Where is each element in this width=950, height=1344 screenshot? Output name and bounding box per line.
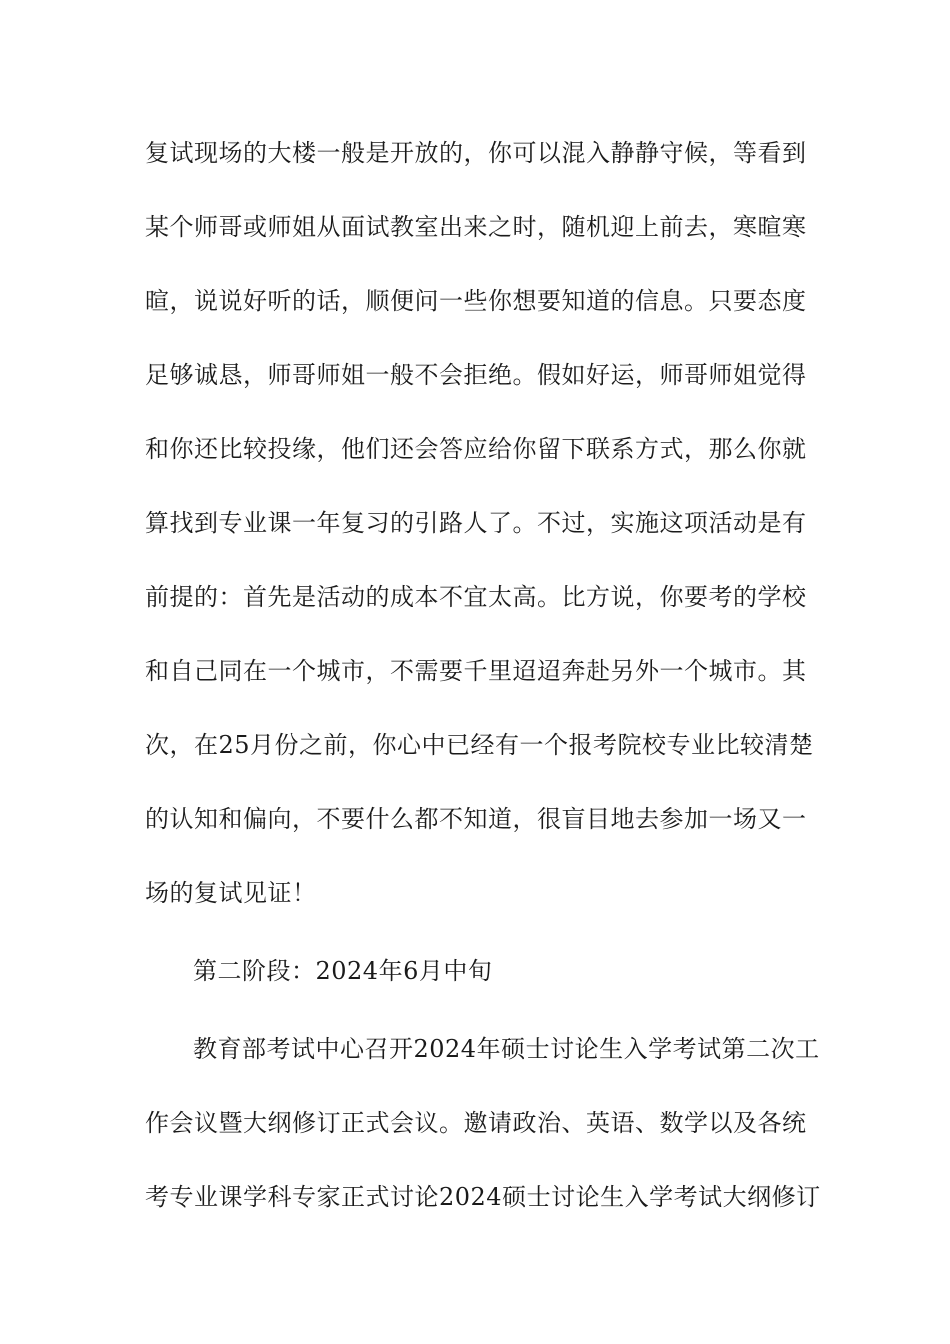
text-line: 的认知和偏向，不要什么都不知道，很盲目地去参加一场又一: [145, 805, 807, 833]
text-line: 暄，说说好听的话，顺便问一些你想要知道的信息。只要态度: [145, 287, 807, 315]
text-line: 某个师哥或师姐从面试教室出来之时，随机迎上前去，寒暄寒: [145, 213, 807, 241]
text-line: 和自己同在一个城市，不需要千里迢迢奔赴另外一个城市。其: [145, 657, 807, 685]
text-line: 前提的：首先是活动的成本不宜太高。比方说，你要考的学校: [145, 583, 807, 611]
text-line: 次，在25月份之前，你心中已经有一个报考院校专业比较清楚: [145, 731, 814, 759]
text-line: 足够诚恳，师哥师姐一般不会拒绝。假如好运，师哥师姐觉得: [145, 361, 807, 389]
text-line: 和你还比较投缘，他们还会答应给你留下联系方式，那么你就: [145, 435, 807, 463]
text-line: 作会议暨大纲修订正式会议。邀请政治、英语、数学以及各统: [145, 1109, 807, 1137]
text-line: 考专业课学科专家正式讨论2024硕士讨论生入学考试大纲修订: [145, 1183, 821, 1211]
section-heading: 第二阶段：2024年6月中旬: [193, 957, 493, 985]
text-line: 复试现场的大楼一般是开放的，你可以混入静静守候，等看到: [145, 139, 807, 167]
text-line: 场的复试见证！: [145, 879, 317, 907]
text-line: 算找到专业课一年复习的引路人了。不过，实施这项活动是有: [145, 509, 807, 537]
text-line: 教育部考试中心召开2024年硕士讨论生入学考试第二次工: [193, 1035, 820, 1063]
